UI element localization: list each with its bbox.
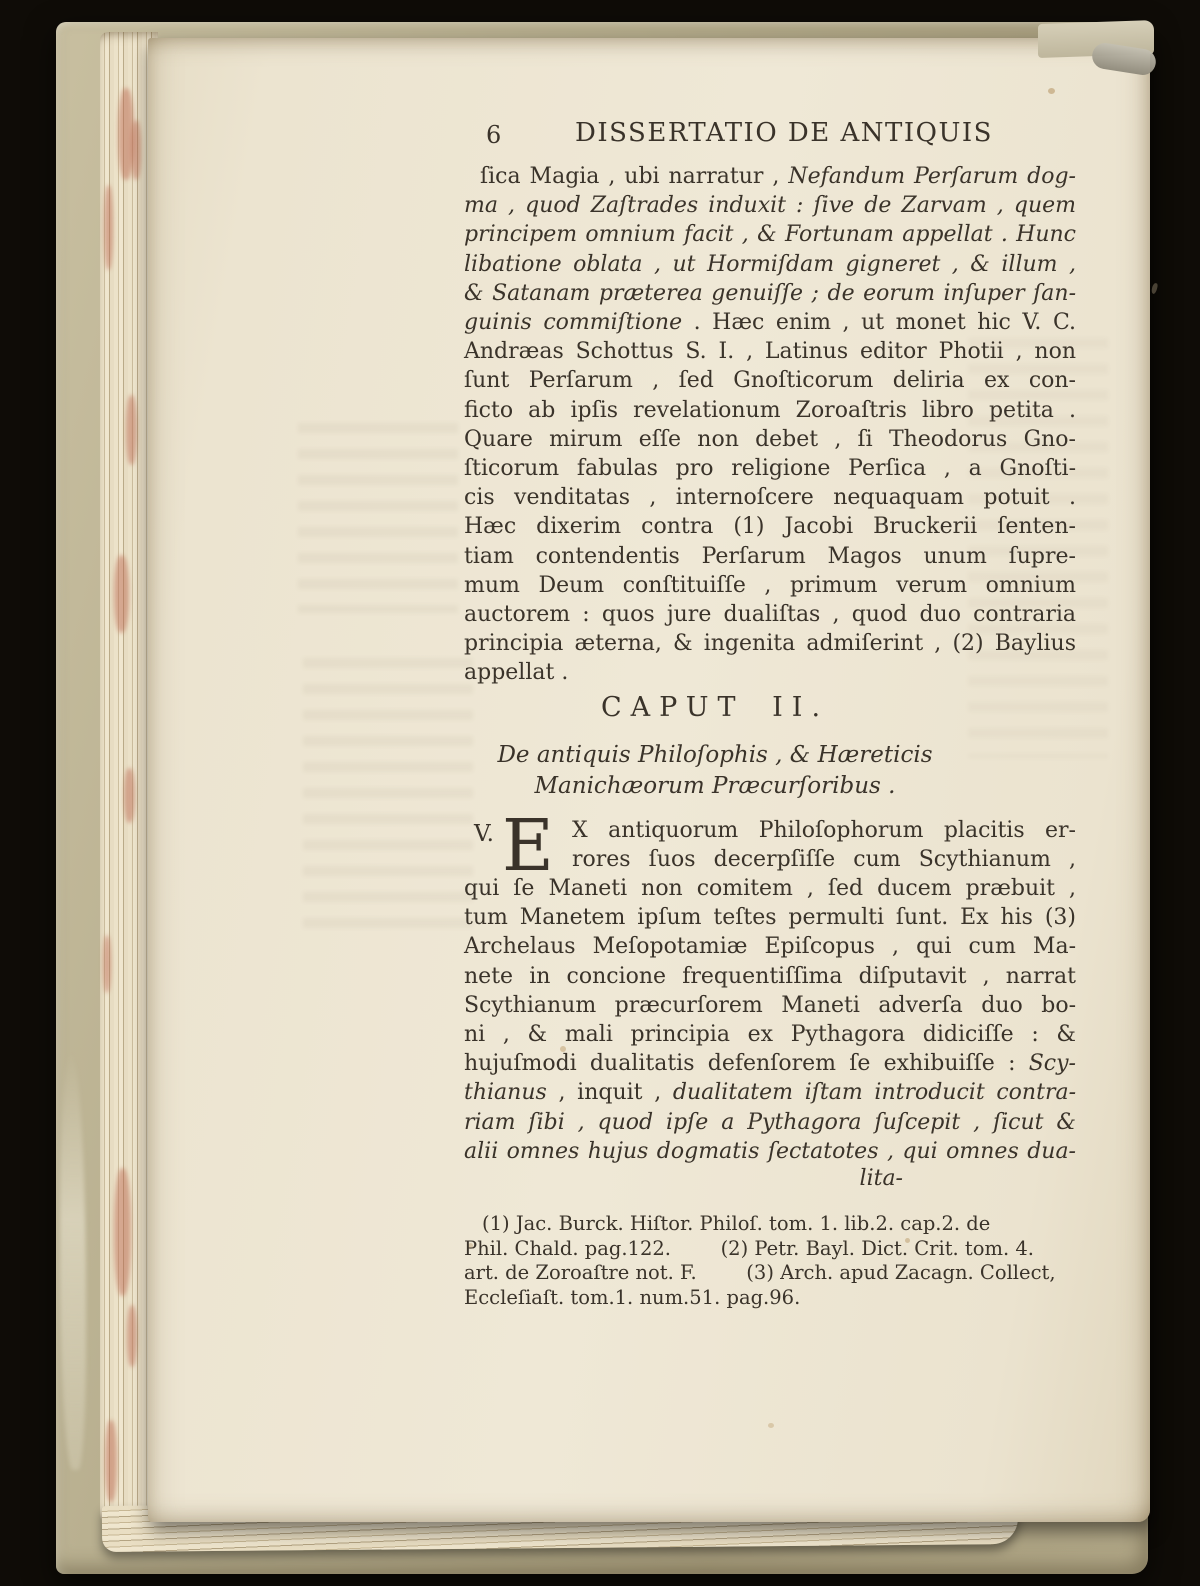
text-line: & Satanam præterea genuiſſe ; de eorum inſuper ſan- [464, 280, 1076, 306]
page-header [464, 118, 1076, 152]
text-line: auctorem : quos jure dualiſtas , quod duo contraria [464, 602, 1076, 628]
drop-cap: E [502, 803, 554, 887]
section-number: V. [474, 820, 494, 847]
edge-tint-mark [127, 1305, 137, 1367]
text-line: guinis commiſtione . Hæc enim , ut monet hic V. C. [464, 310, 1076, 336]
text-column [464, 118, 1076, 1310]
paragraph-2-wrap [464, 803, 1077, 1166]
footnotes [464, 1212, 1076, 1310]
text-line: ſica Magia , ubi narratur , Nefandum Perſarum dog- [480, 164, 1076, 189]
edge-tint-mark [105, 1420, 117, 1502]
text-line: mum Deum conſtituiſſe , primum verum omnium [464, 572, 1076, 598]
text-line: Scythianum præcurſorem Maneti adverſa duo bo- [464, 992, 1076, 1018]
text-line: appellat . [464, 660, 569, 686]
text-line: Eccleſiaſt. tom.1. num.51. pag.96. [464, 1285, 801, 1309]
paragraph-2 [464, 803, 1077, 1166]
text-line: art. de Zoroaſtre not. F. (3) Arch. apud Zacagn. Collect, [464, 1261, 1056, 1285]
text-line: libatione oblata , ut Hormiſdam gigneret , & illum , [464, 251, 1076, 277]
stray-ink-mark [1151, 283, 1159, 295]
edge-tint-mark [104, 185, 113, 270]
text-line: Phil. Chald. pag.122. (2) Petr. Bayl. Dict. Crit. tom. 4. [464, 1236, 1034, 1260]
text-line: ma , quod Zaſtrades induxit : ſive de Zarvam , quem [464, 193, 1076, 219]
page-number: 6 [486, 121, 502, 149]
edge-tint-mark [114, 555, 129, 633]
foxing-spot [1048, 88, 1055, 94]
text-line: ficto ab ipſis revelationum Zoroaſtris libro petita . [464, 397, 1076, 423]
text-line: tum Manetem ipſum teſtes permulti ſunt. Ex his (3) [464, 905, 1076, 931]
running-title: DISSERTATIO DE ANTIQUIS [575, 118, 993, 148]
text-line: Quare mirum eſſe non debet , ſi Theodorus Gno- [464, 426, 1076, 452]
chapter-subtitle-line: Manichæorum Præcurſoribus . [534, 772, 896, 799]
text-line: ſticorum fabulas pro religione Perſica , a Gnoſti- [464, 456, 1076, 482]
edge-tint-mark [114, 1168, 131, 1296]
text-line: nete in concione frequentiſſima diſputavit , narrat [464, 963, 1076, 989]
catchword: lita- [859, 1166, 903, 1192]
show-through [303, 658, 473, 938]
text-line: X antiquorum Philoſophorum placitis er- [572, 817, 1076, 843]
text-line: alii omnes hujus dogmatis ſectatotes , qui omnes dua- [464, 1138, 1076, 1164]
text-line: Andræas Schottus S. I. , Latinus editor Photii , non [464, 339, 1076, 365]
chapter-subtitle [464, 740, 1076, 802]
edge-tint-mark [124, 768, 135, 823]
text-line: cis venditatas , internoſcere nequaquam potuit . [464, 485, 1076, 511]
text-line: (1) Jac. Burck. Hiſtor. Philoſ. tom. 1. lib.2. cap.2. de [482, 1212, 991, 1236]
text-line: tiam contendentis Perſarum Magos unum ſupre- [464, 543, 1076, 569]
text-line: ſunt Perſarum , ſed Gnoſticorum deliria ex con- [464, 368, 1076, 394]
chapter-heading: CAPUT II. [600, 691, 830, 723]
text-line: Archelaus Meſopotamiæ Epiſcopus , qui cum Ma- [464, 934, 1076, 960]
text-line: riam ſibi , quod ipſe a Pythagora ſuſcepit , ſicut & [464, 1109, 1076, 1135]
edge-tint-mark [103, 935, 111, 993]
text-line: principem omnium facit , & Fortunam appellat . Hunc [464, 222, 1076, 248]
edge-tint-mark [131, 120, 141, 180]
text-line: rores ſuos decerpſiſſe cum Scythianum , [572, 846, 1076, 872]
chapter-subtitle-line: De antiquis Philoſophis , & Hæreticis [497, 741, 933, 768]
text-line: qui ſe Maneti non comitem , ſed ducem præbuit , [464, 876, 1076, 902]
paragraph-1 [464, 162, 1076, 688]
text-line: Hæc dixerim contra (1) Jacobi Bruckerii ſenten- [464, 514, 1076, 540]
text-line: ni , & mali principia ex Pythagora didiciſſe : & [464, 1022, 1076, 1048]
show-through [298, 423, 458, 613]
text-line: hujuſmodi dualitatis defenſorem ſe exhibuiſſe : Scy- [464, 1051, 1076, 1077]
text-line: thianus , inquit , dualitatem iſtam introducit contra- [464, 1080, 1077, 1106]
foxing-spot [768, 1423, 774, 1428]
catchword-row [464, 1166, 1076, 1195]
text-line: principia æterna, & ingenita admiſerint , (2) Baylius [464, 631, 1076, 657]
edge-tint-mark [126, 395, 137, 465]
